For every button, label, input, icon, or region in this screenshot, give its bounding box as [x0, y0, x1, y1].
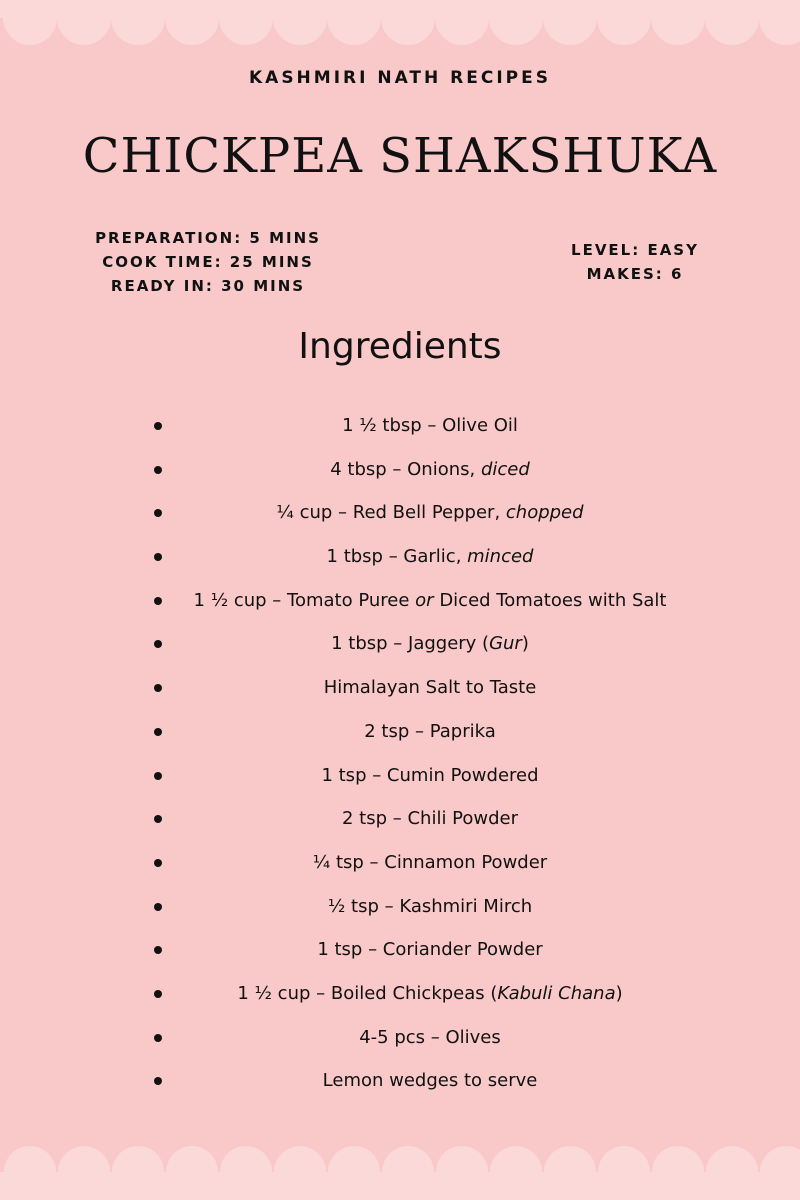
ingredient-item	[150, 448, 690, 492]
ingredient-text	[150, 710, 690, 754]
scallop-shape	[706, 1146, 758, 1198]
ingredient-text	[150, 666, 690, 710]
scallop-shape	[598, 1146, 650, 1198]
ingredient-item	[150, 404, 690, 448]
bullet-icon	[154, 466, 162, 474]
bullet-icon	[154, 553, 162, 561]
scallop-shape	[543, 0, 597, 45]
scallop-shape	[759, 0, 800, 45]
ingredient-item	[150, 754, 690, 798]
preparation-time: PREPARATION: 5 MINS	[95, 229, 321, 247]
ingredient-item	[150, 841, 690, 885]
ingredient-main-text: 2 tsp – Paprika	[364, 720, 496, 742]
ingredient-item	[150, 797, 690, 841]
ingredient-emphasis: minced	[467, 546, 534, 568]
scallop-shape	[490, 1146, 542, 1198]
ingredient-main-text: 1 ½ cup – Boiled Chickpeas (	[237, 982, 498, 1004]
scallop-shape	[57, 0, 111, 45]
ingredient-main-text: ¼ tsp – Cinnamon Powder	[312, 851, 548, 873]
bottom-scallop-border	[0, 1120, 800, 1200]
ingredient-item	[150, 579, 690, 623]
scallop-shape	[111, 0, 165, 45]
level-info	[545, 238, 725, 286]
ingredient-list	[150, 404, 690, 1103]
ingredient-item	[150, 1016, 690, 1060]
ingredient-text	[150, 491, 690, 535]
scallop-shape	[705, 0, 759, 45]
ingredient-text	[150, 841, 690, 885]
ingredient-main-text: 4 tbsp – Onions,	[330, 458, 481, 480]
ingredient-item	[150, 928, 690, 972]
ingredient-main-text: 1 ½ cup – Tomato Puree	[193, 589, 416, 611]
ingredient-text	[150, 972, 690, 1016]
bullet-icon	[154, 1034, 162, 1042]
scallop-shape	[274, 1146, 326, 1198]
scallop-shape	[382, 1146, 434, 1198]
ingredient-item	[150, 1059, 690, 1103]
ingredient-text	[150, 885, 690, 929]
ingredient-text	[150, 797, 690, 841]
scallop-shape	[435, 0, 489, 45]
ingredient-main-text: Lemon wedges to serve	[322, 1070, 538, 1092]
ingredient-item	[150, 491, 690, 535]
scallop-shape	[166, 1146, 218, 1198]
scallop-shape	[4, 1146, 56, 1198]
ingredients-heading: Ingredients	[298, 326, 502, 367]
bullet-icon	[154, 597, 162, 605]
bullet-icon	[154, 728, 162, 736]
ingredient-main-text: 2 tsp – Chili Powder	[341, 808, 519, 830]
scallop-shape	[219, 0, 273, 45]
scallop-shape	[544, 1146, 596, 1198]
ingredient-main-text: ¼ cup – Red Bell Pepper,	[276, 502, 506, 524]
ingredient-main-text: 1 tsp – Cumin Powdered	[321, 764, 539, 786]
ingredient-text	[150, 754, 690, 798]
scallop-shape	[652, 1146, 704, 1198]
ingredient-emphasis: Kabuli Chana	[497, 982, 616, 1004]
scallop-shape	[165, 0, 219, 45]
ingredient-text	[150, 1016, 690, 1060]
scallop-shape	[220, 1146, 272, 1198]
ingredient-item	[150, 666, 690, 710]
bullet-icon	[154, 990, 162, 998]
ingredient-trailing-text: )	[615, 982, 623, 1004]
ingredient-main-text: 1 tbsp – Jaggery (	[331, 633, 490, 655]
ingredient-item	[150, 885, 690, 929]
servings: MAKES: 6	[586, 265, 684, 283]
bullet-icon	[154, 422, 162, 430]
ingredient-text	[150, 1059, 690, 1103]
ingredient-text	[150, 579, 690, 623]
ingredient-item	[150, 972, 690, 1016]
ingredient-emphasis: or	[415, 589, 434, 611]
ingredient-text	[150, 622, 690, 666]
ingredient-trailing-text: )	[521, 633, 529, 655]
scallop-shape	[327, 0, 381, 45]
bullet-icon	[154, 772, 162, 780]
top-scallop-border	[0, 0, 800, 60]
ingredient-item	[150, 535, 690, 579]
ingredient-emphasis: chopped	[505, 502, 584, 524]
scallop-shape	[112, 1146, 164, 1198]
scallop-shape	[489, 0, 543, 45]
scallop-shape	[436, 1146, 488, 1198]
scallop-shape	[651, 0, 705, 45]
brand-name: KASHMIRI NATH RECIPES	[248, 68, 551, 88]
bullet-icon	[154, 903, 162, 911]
cook-time: COOK TIME: 25 MINS	[102, 253, 314, 271]
ingredient-emphasis: Gur	[489, 633, 522, 655]
scallop-shape	[273, 0, 327, 45]
bullet-icon	[154, 859, 162, 867]
ready-in-time: READY IN: 30 MINS	[110, 277, 306, 295]
scallop-shape	[3, 0, 57, 45]
ingredient-text	[150, 535, 690, 579]
scallop-shape	[58, 1146, 110, 1198]
ingredient-main-text: ½ tsp – Kashmiri Mirch	[327, 895, 533, 917]
ingredient-main-text: 1 tbsp – Garlic,	[326, 546, 468, 568]
ingredient-text	[150, 404, 690, 448]
ingredient-item	[150, 710, 690, 754]
recipe-title: CHICKPEA SHAKSHUKA	[82, 128, 718, 184]
scallop-shape	[597, 0, 651, 45]
ingredient-main-text: 1 tsp – Coriander Powder	[317, 939, 543, 961]
ingredient-text	[150, 928, 690, 972]
ingredient-main-text: Himalayan Salt to Taste	[323, 677, 537, 699]
ingredient-text	[150, 448, 690, 492]
scallop-shape	[328, 1146, 380, 1198]
ingredient-main-text: 1 ½ tbsp – Olive Oil	[342, 415, 518, 436]
timing-info	[80, 226, 336, 298]
ingredient-item	[150, 622, 690, 666]
ingredient-emphasis: diced	[480, 458, 530, 480]
ingredient-main-text: 4-5 pcs – Olives	[359, 1026, 501, 1048]
scallop-shape	[381, 0, 435, 45]
ingredient-trailing-text: Diced Tomatoes with Salt	[433, 589, 667, 611]
difficulty-level: LEVEL: EASY	[571, 241, 699, 259]
